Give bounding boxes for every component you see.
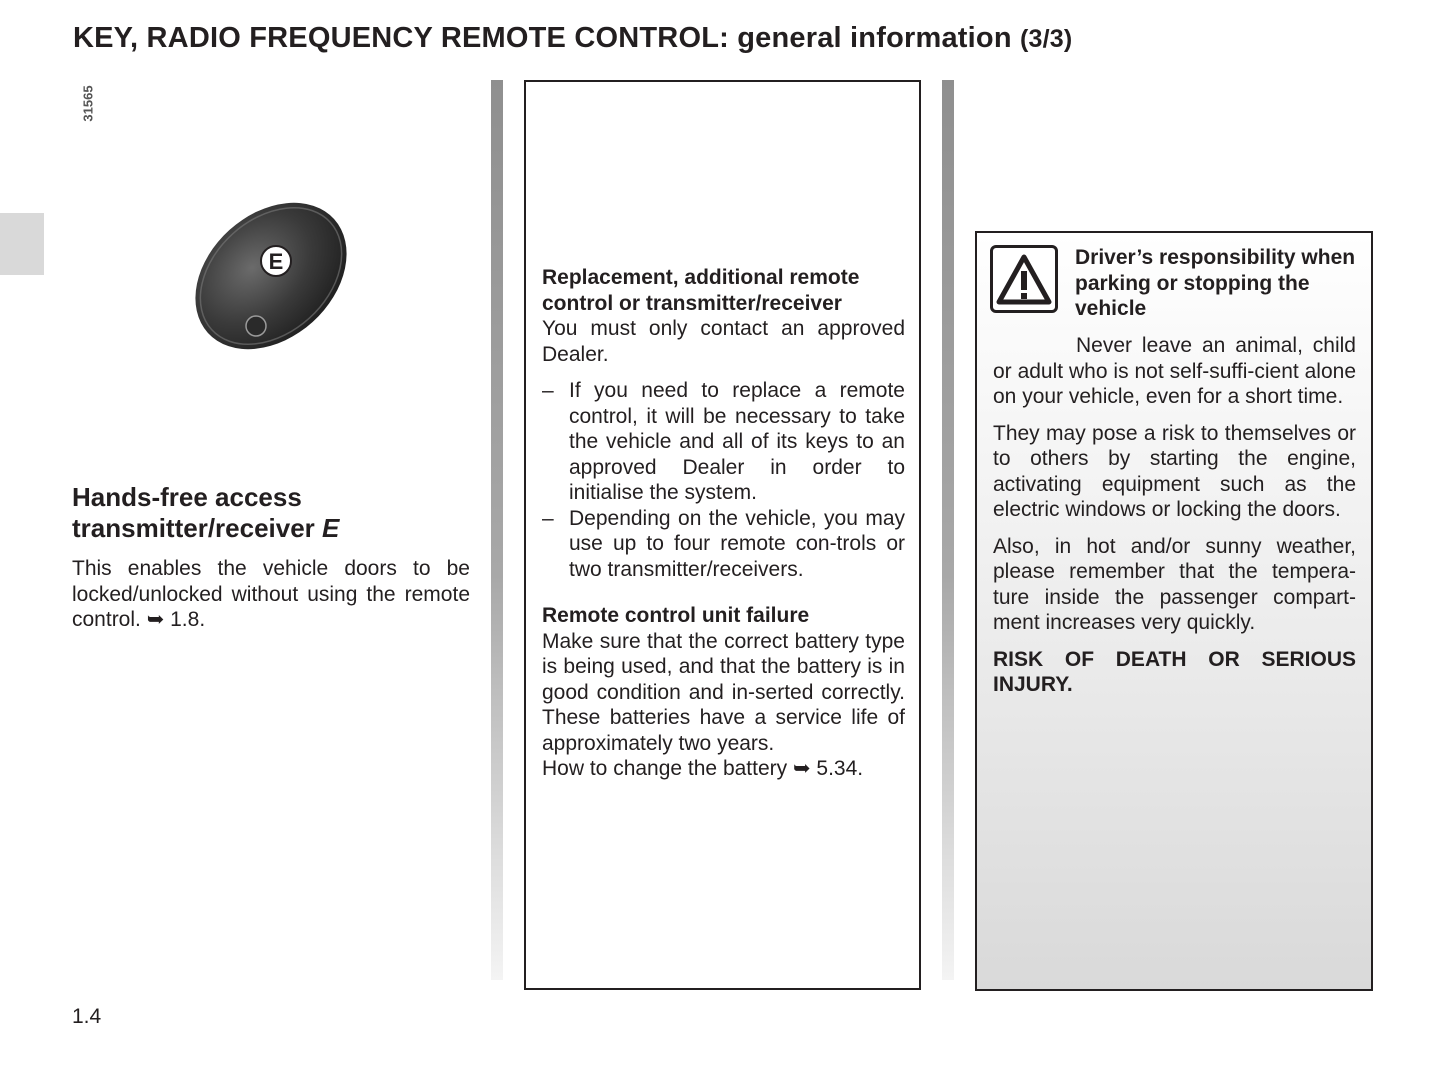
page-title bbox=[73, 22, 1072, 55]
page-number: 1.4 bbox=[72, 1005, 102, 1028]
warning-triangle-icon bbox=[990, 245, 1058, 313]
warning-paragraph: They may pose a risk to themselves or to others by starting the engine, activating equipment such as the electric windows or locking the doors. bbox=[993, 421, 1356, 521]
replacement-heading: Replacement, additional remote control or transmitter/receiver bbox=[542, 266, 860, 315]
failure-body: Make sure that the correct battery type is being used, and that the battery is in good condition and in-serted correctly. These batteries have a service life of approximately two years. bbox=[542, 629, 905, 755]
left-column bbox=[72, 482, 470, 633]
warning-emphasis: RISK OF DEATH OR SERIOUS INJURY. bbox=[993, 647, 1356, 696]
key-fob-image bbox=[188, 196, 354, 358]
hands-free-description: This enables the vehicle doors to be locked/unlocked without using the remote control. ➥ 1.8. bbox=[72, 557, 470, 631]
failure-heading: Remote control unit failure bbox=[542, 604, 810, 627]
callout-label: E bbox=[268, 249, 284, 274]
warning-box bbox=[975, 231, 1373, 991]
list-item: – Depending on the vehicle, you may use up to four remote con-trols or two transmitter/receivers. bbox=[542, 506, 905, 583]
replacement-intro: You must only contact an approved Dealer. bbox=[542, 317, 905, 366]
fob-key-ring-hole bbox=[246, 316, 266, 336]
battery-change-link[interactable]: How to change the battery ➥ 5.34. bbox=[542, 757, 864, 780]
warning-heading: Driver’s responsibility when parking or stopping the vehicle bbox=[1075, 246, 1356, 320]
hands-free-heading: Hands-free access transmitter/receiver E bbox=[72, 482, 340, 543]
warning-body bbox=[993, 333, 1356, 709]
column-separator bbox=[942, 80, 954, 980]
info-box-content bbox=[542, 265, 905, 782]
page-title-text: KEY, RADIO FREQUENCY REMOTE CONTROL: general information bbox=[73, 22, 1012, 54]
chapter-tab-marker bbox=[0, 213, 44, 275]
info-box bbox=[524, 80, 921, 990]
key-fob-illustration bbox=[188, 196, 354, 358]
warning-paragraph: Also, in hot and/or sunny weather, please remember that the tempera-ture inside the passenger compart-ment increases very quickly. bbox=[993, 534, 1356, 634]
figure-reference-code: 31565 bbox=[80, 85, 96, 122]
heading-letter: E bbox=[322, 513, 340, 543]
page-part-indicator: (3/3) bbox=[1020, 25, 1073, 53]
column-separator bbox=[491, 80, 503, 980]
list-item: – If you need to replace a remote control, it will be necessary to take the vehicle and all of its keys to an approved Dealer in order to initialise the system. bbox=[542, 378, 905, 506]
replacement-list bbox=[542, 378, 905, 582]
warning-paragraph: Never leave an animal, child or adult who is not self-suffi-cient alone on your vehicle, even for a short time. bbox=[993, 334, 1356, 408]
